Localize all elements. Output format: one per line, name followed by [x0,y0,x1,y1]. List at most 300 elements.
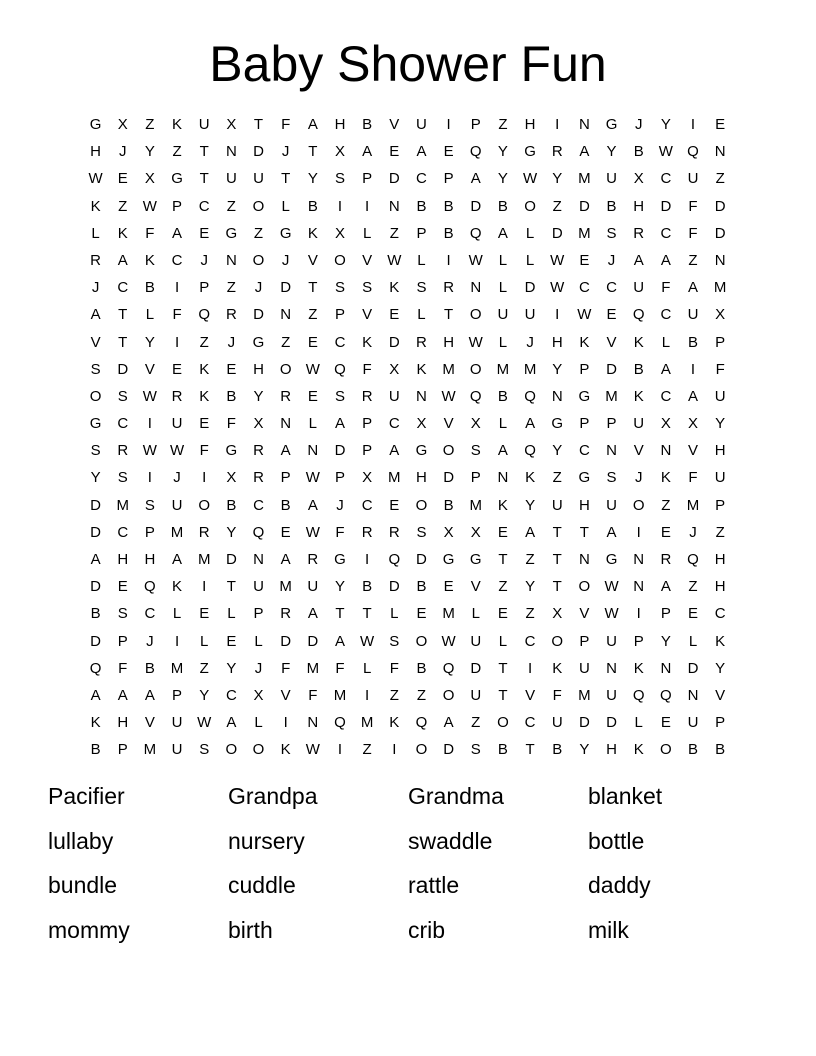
grid-letter: C [660,224,672,242]
grid-letter: K [660,469,671,487]
grid-letter: E [280,523,291,541]
grid-letter: K [633,333,644,351]
grid-letter: R [443,279,455,297]
grid-letter: P [362,442,373,460]
grid-letter: V [307,251,318,269]
grid-letter: K [389,714,400,732]
grid-letter: O [524,197,536,215]
grid-row [82,356,734,383]
grid-letter: F [281,116,291,133]
grid-letter: B [226,496,237,514]
grid-letter: Z [688,251,698,269]
grid-letter: A [688,279,699,297]
grid-letter: M [306,659,320,677]
grid-letter: I [202,578,207,596]
grid-letter: W [522,170,538,188]
grid-letter: H [551,333,563,351]
grid-letter: U [687,306,699,324]
grid-letter: D [714,197,726,215]
grid-letter: N [307,442,319,460]
grid-letter: X [117,116,128,133]
grid-letter: M [496,360,510,378]
grid-letter: J [634,116,643,133]
grid-letter: A [334,632,345,650]
grid-letter: D [307,632,319,650]
grid-letter: W [142,387,157,405]
grid-letter: Z [145,116,155,133]
grid-letter: P [362,415,373,433]
grid-letter: U [714,469,726,487]
grid-letter: J [91,279,100,297]
grid-letter: O [578,578,591,596]
grid-letter: D [660,197,672,215]
grid-letter: P [470,116,481,133]
grid-letter: H [416,469,427,487]
grid-letter: W [468,333,483,351]
grid-letter: W [360,632,375,650]
grid-letter: S [199,741,210,759]
grid-letter: G [469,551,482,568]
grid-letter: J [173,469,181,487]
grid-letter: H [443,333,455,351]
word-list-item: daddy [588,872,651,898]
grid-letter: T [308,279,318,297]
grid-letter: T [118,333,128,351]
grid-letter: T [308,143,318,161]
grid-letter: F [118,659,128,677]
grid-letter: Z [389,224,399,242]
grid-letter: P [606,415,617,433]
grid-letter: L [172,605,182,623]
word-list-item: Grandpa [228,783,318,809]
word-list-item: swaddle [408,827,493,854]
grid-letter: M [170,659,184,677]
grid-letter: V [688,442,699,460]
grid-letter: A [525,523,536,541]
grid-letter: O [551,632,564,650]
grid-letter: J [281,143,290,161]
grid-letter: Z [498,116,508,133]
grid-letter: L [91,224,100,242]
grid-letter: Q [632,686,645,704]
grid-letter: E [307,387,318,405]
grid-letter: T [362,605,372,623]
grid-letter: G [578,387,591,405]
grid-letter: G [225,442,238,460]
grid-letter: C [714,605,726,623]
grid-letter: B [90,741,101,759]
grid-letter: D [578,714,590,732]
grid-letter: O [415,741,428,759]
grid-letter: S [144,496,155,514]
grid-letter: U [633,415,645,433]
grid-letter: S [90,442,101,460]
grid-letter: M [605,387,618,405]
grid-letter: X [715,306,726,324]
grid-letter: U [171,741,183,759]
grid-letter: U [606,686,617,704]
grid-letter: A [90,686,101,704]
grid-letter: X [552,605,563,623]
grid-letter: T [498,551,508,568]
grid-letter: B [715,741,726,759]
grid-letter: V [144,714,155,732]
grid-letter: W [658,143,673,161]
grid-letter: N [225,143,237,161]
grid-letter: I [555,306,560,324]
grid-letter: Y [552,360,563,378]
grid-letter: A [362,143,373,161]
grid-row [82,410,734,437]
grid-letter: N [225,251,237,269]
grid-letter: S [416,279,427,297]
grid-letter: K [307,224,318,242]
grid-letter: S [470,442,481,460]
grid-letter: C [578,442,590,460]
grid-letter: G [605,551,618,568]
grid-letter: F [226,415,236,433]
grid-letter: H [90,143,101,161]
grid-row [82,628,734,655]
grid-letter: B [552,741,563,759]
grid-letter: L [362,224,372,242]
grid-letter: U [253,170,264,188]
grid-letter: Y [525,578,536,596]
word-list-item: Pacifier [48,783,125,809]
grid-letter: A [307,605,318,623]
grid-row [82,682,734,709]
grid-letter: Y [552,442,563,460]
grid-letter: Q [687,551,699,568]
grid-letter: Z [253,224,264,242]
grid-letter: Z [199,333,209,351]
grid-letter: I [636,605,641,623]
grid-letter: Q [442,659,455,677]
grid-letter: X [443,523,454,541]
grid-letter: A [117,251,128,269]
grid-letter: N [687,686,699,704]
grid-letter: E [117,578,128,596]
grid-letter: X [253,415,264,433]
grid-letter: G [171,170,183,188]
grid-letter: K [552,659,563,677]
grid-letter: T [579,523,589,541]
grid-letter: N [578,116,590,133]
grid-letter: K [90,714,101,732]
grid-letter: Y [144,143,155,161]
grid-letter: L [362,659,372,677]
grid-letter: R [171,387,183,405]
grid-letter: T [335,605,345,623]
grid-letter: A [416,143,427,161]
grid-letter: P [660,605,671,623]
grid-letter: Y [497,143,508,161]
grid-letter: I [147,469,152,487]
grid-letter: B [144,659,155,677]
grid-letter: Q [334,360,346,378]
grid-letter: W [305,741,320,759]
grid-letter: L [498,251,508,269]
grid-letter: O [660,741,672,759]
grid-letter: J [689,523,697,541]
grid-letter: L [227,605,236,623]
grid-letter: D [606,714,617,732]
grid-letter: R [280,387,292,405]
grid-letter: B [226,387,237,405]
grid-letter: Z [308,306,318,324]
grid-letter: A [525,415,536,433]
grid-letter: I [446,251,451,269]
grid-letter: L [525,224,535,242]
grid-letter: J [634,469,643,487]
grid-letter: N [633,551,645,568]
grid-letter: A [307,496,318,514]
grid-row [82,138,734,165]
grid-letter: H [714,578,726,596]
grid-letter: S [362,279,373,297]
grid-letter: F [335,523,345,541]
grid-letter: Q [198,306,211,324]
grid-letter: M [523,360,537,378]
grid-letter: T [444,306,454,324]
grid-letter: Q [632,306,645,324]
grid-letter: E [416,605,427,623]
grid-letter: U [551,496,563,514]
grid-letter: K [389,279,400,297]
grid-letter: E [715,116,726,133]
grid-letter: K [633,387,644,405]
grid-letter: P [416,224,427,242]
grid-letter: P [172,686,183,704]
grid-letter: A [117,686,128,704]
grid-letter: X [633,170,644,188]
grid-letter: X [416,415,427,433]
grid-letter: Y [226,523,237,541]
word-list-item: crib [408,916,446,943]
grid-letter: K [172,116,183,133]
grid-letter: Q [334,714,346,732]
grid-letter: M [578,170,591,188]
grid-letter: M [388,469,401,487]
grid-letter: N [660,442,672,460]
grid-letter: D [90,496,101,514]
grid-letter: P [579,632,590,650]
grid-letter: Q [388,551,401,568]
grid-letter: J [607,251,616,269]
grid-letter: C [117,279,129,297]
grid-letter: O [469,360,482,378]
grid-letter: I [636,523,641,541]
grid-letter: I [174,333,180,351]
grid-letter: K [144,251,155,269]
grid-letter: O [89,387,102,405]
grid-letter: E [389,143,400,161]
grid-letter: M [713,279,727,297]
grid-letter: Y [497,170,508,188]
grid-letter: P [280,469,291,487]
grid-letter: Q [415,714,428,732]
grid-letter: I [365,197,370,215]
grid-row [82,519,734,546]
grid-letter: U [714,387,726,405]
grid-letter: J [200,251,208,269]
grid-letter: R [660,551,672,568]
grid-letter: E [199,415,210,433]
grid-letter: O [632,496,645,514]
grid-letter: N [307,714,319,732]
grid-letter: B [606,197,617,215]
grid-letter: Z [552,469,562,487]
grid-letter: T [199,170,209,188]
grid-letter: A [497,442,508,460]
grid-letter: F [715,360,725,378]
grid-letter: D [524,279,536,297]
grid-letter: I [337,741,343,759]
grid-letter: K [579,333,590,351]
grid-letter: J [281,251,290,269]
grid-letter: S [117,469,128,487]
grid-letter: P [117,741,128,759]
grid-letter: L [417,251,426,269]
grid-letter: U [171,415,183,433]
grid-letter: M [360,714,374,732]
grid-letter: M [686,496,700,514]
grid-letter: D [578,197,590,215]
grid-letter: M [578,686,591,704]
grid-letter: Z [471,714,481,732]
grid-letter: D [253,306,264,324]
grid-letter: K [715,632,726,650]
grid-letter: Z [525,605,535,623]
grid-letter: L [254,714,263,732]
grid-letter: B [633,360,644,378]
grid-letter: U [606,632,617,650]
grid-letter: Y [715,659,726,677]
grid-letter: D [90,632,101,650]
grid-letter: C [117,415,129,433]
grid-letter: O [415,496,428,514]
grid-letter: O [334,251,346,269]
grid-letter: J [146,632,154,650]
grid-letter: Z [715,523,725,541]
grid-letter: N [416,387,427,405]
grid-letter: Z [118,197,128,215]
grid-letter: P [117,632,128,650]
grid-letter: M [143,741,157,759]
grid-letter: A [389,442,400,460]
grid-letter: P [715,333,726,351]
grid-letter: H [334,116,346,133]
grid-letter: Y [334,578,345,596]
grid-letter: Q [144,578,156,596]
grid-letter: L [200,632,209,650]
grid-letter: P [443,170,454,188]
grid-letter: N [551,387,563,405]
grid-letter: A [172,224,183,242]
grid-letter: L [525,251,535,269]
grid-letter: O [252,741,265,759]
grid-letter: O [497,714,509,732]
grid-letter: B [497,741,508,759]
grid-row [82,301,734,328]
grid-letter: D [117,360,129,378]
grid-letter: I [174,632,180,650]
grid-letter: C [253,496,264,514]
grid-letter: R [90,251,101,269]
grid-letter: L [498,333,508,351]
grid-letter: F [362,360,372,378]
grid-letter: T [281,170,291,188]
grid-letter: B [416,197,427,215]
grid-letter: A [443,714,454,732]
grid-letter: E [307,333,318,351]
grid-letter: O [415,632,428,650]
grid-letter: B [307,197,318,215]
grid-letter: D [280,632,292,650]
grid-letter: D [388,578,400,596]
grid-letter: F [199,442,209,460]
grid-row [82,709,734,736]
grid-letter: B [443,496,454,514]
grid-letter: U [606,496,617,514]
grid-letter: J [336,496,344,514]
grid-row [82,736,734,763]
grid-letter: P [579,415,590,433]
word-list-item: nursery [228,827,305,854]
grid-letter: Y [226,659,237,677]
grid-letter: W [550,279,565,297]
grid-letter: K [362,333,373,351]
grid-letter: L [390,605,399,623]
grid-letter: M [469,496,483,514]
grid-letter: K [199,360,210,378]
grid-letter: M [442,360,455,378]
grid-letter: H [524,116,536,133]
grid-letter: D [416,551,427,568]
grid-letter: C [524,632,536,650]
grid-letter: A [660,360,671,378]
grid-letter: G [334,551,346,568]
grid-letter: F [389,659,399,677]
grid-letter: I [202,469,207,487]
grid-letter: U [416,116,427,133]
grid-letter: V [389,116,400,133]
grid-row [82,655,734,682]
grid-letter: G [89,415,102,433]
grid-letter: S [606,469,617,487]
grid-letter: D [388,333,400,351]
word-list [48,778,768,956]
grid-letter: N [606,659,617,677]
grid-letter: H [606,741,617,759]
grid-letter: I [527,659,533,677]
grid-letter: C [117,523,129,541]
grid-row [82,274,734,301]
grid-letter: N [497,469,509,487]
grid-row [82,193,734,220]
word-list-item: milk [588,916,629,943]
grid-letter: C [198,197,210,215]
grid-letter: S [416,523,427,541]
grid-letter: B [416,578,427,596]
grid-letter: F [688,469,698,487]
grid-letter: A [280,551,291,568]
grid-letter: G [225,224,238,242]
grid-letter: E [226,632,237,650]
grid-letter: L [471,605,480,623]
grid-letter: B [443,224,454,242]
grid-letter: F [335,659,345,677]
